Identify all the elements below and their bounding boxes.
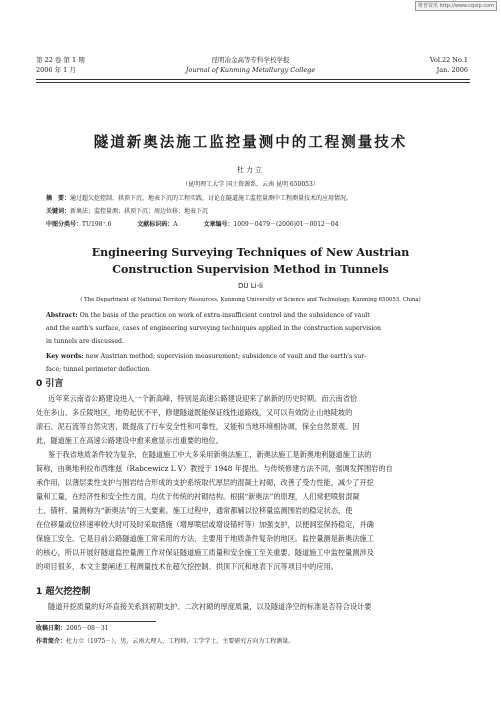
title-cn: 隧道新奥法施工监控量测中的工程测量技术	[93, 135, 408, 151]
paragraph-line: 此，隧道施工在高速公路建设中愈来愈显示出重要的地位。	[36, 436, 223, 445]
received-date	[36, 624, 109, 634]
volume-issue: 第 22 卷 第 1 期	[36, 56, 85, 64]
keywords-cn	[46, 207, 466, 217]
publication-date: 2006 年 1 月	[36, 66, 76, 74]
keywords-cn-label: 关键词：	[46, 208, 71, 215]
abstract-cn-label: 摘 要：	[46, 195, 71, 202]
title-en-line1: Engineering Surveying Techniques of New Austrian	[91, 246, 410, 259]
keywords-en-line2: face; tunnel perimeter deflection	[46, 366, 150, 373]
header-rule-thin	[36, 82, 470, 83]
article-number-label: 文章编号：	[203, 221, 234, 228]
paragraph-line: 保施工安全。它是目前公路隧道施工常采用的方法，主要用于地质条件复杂的地区。监控量测是新奥法施工	[36, 534, 374, 543]
clc-label: 中图分类号：	[46, 221, 83, 228]
abstract-en-line1: On the basis of the practice on work of extra-insufficient control and the subsidence of vault	[79, 312, 370, 319]
author-en: DU Li-li	[238, 282, 263, 290]
section-0-paragraph-1	[36, 392, 470, 448]
article-number-value: 1009－0479－(2006)01－0012－04	[233, 221, 339, 228]
classification-line	[46, 220, 466, 230]
keywords-en-label: Key words:	[46, 353, 84, 360]
abstract-en	[46, 309, 466, 348]
paragraph-line: 鉴于我省地质条件较为复杂，在隧道施工中大多采用新奥法施工，新奥法施工是新奥地利隧道施工法的	[48, 450, 372, 459]
section-1-heading: 1 超欠挖控制	[36, 587, 91, 597]
journal-name-cn: 昆明冶金高等专科学校学报	[211, 56, 290, 64]
clc-value: TU198⁺.6	[82, 221, 112, 228]
paragraph-line: 滚石、泥石流等自然灾害，既提高了行车安全性和可靠性，又能和当地环境相协调，保全自然景观。因	[36, 422, 360, 431]
volume-issue-en: Vol.22 No.1	[429, 56, 468, 64]
keywords-en	[46, 350, 466, 376]
abstract-en-line2: and the earth's surface, cases of engineering surveying techniques applied in the construction supervision	[46, 325, 381, 332]
paragraph-line: 近年来云南省公路建设进入一个新高峰，特别是高速公路建设迎来了崭新的历史时期。而云南省恰	[48, 394, 358, 403]
section-0-heading: 0 引言	[36, 379, 64, 389]
paragraph-line: 的项目很多，本文主要阐述工程测量技术在超欠挖控制、拱顶下沉和地表下沉等项目中的应用。	[36, 562, 338, 571]
keywords-cn-text: 新奥法；监控量测；拱顶下沉；周边位移；地表下沉	[70, 208, 209, 215]
abstract-cn-text: 通过超欠挖控制、拱顶下沉、地表下沉的工程实践，讨论在隧道施工监控量测中工程测量技术的应用情况。	[70, 195, 353, 202]
author-bio-text: 杜力立（1975－），男，云南大理人，工程师，工学学士，主要研究方向为工程测量。	[66, 638, 295, 645]
author-bio-label: 作者简介：	[36, 638, 67, 645]
received-label: 收稿日期：	[36, 625, 67, 632]
paragraph-line: 在位移量或位移速率较大时可及时采取措施（增厚喷层或增设锚杆等）加强支护，以便洞室保持稳定，并确	[36, 520, 374, 529]
received-value: 2005－08－31	[66, 625, 109, 632]
paragraph-line: 的核心，所以开展好隧道监控量测工作对保证隧道施工质量和安全施工至关重要。隧道施工中监控量测涉及	[36, 548, 374, 557]
paragraph-line: 土、锚杆、量测称为“新奥法”的三大要素。施工过程中，通常都辅以位移量监测围岩的稳定状态，使	[36, 506, 353, 515]
title-en-line2: Construction Supervision Method in Tunnels	[112, 263, 389, 276]
watermark: 维普资讯 http://www.cqvip.com	[415, 1, 497, 11]
affiliation-en: ( The Department of National Territory Resources, Kunming University of Science and Technology, Kunming 650053, China)	[80, 297, 421, 303]
doc-code-value: A	[173, 221, 178, 228]
keywords-en-line1: new Austrian method; supervision measurement; subsidence of vault and the earth's sur-	[85, 353, 367, 360]
section-0-paragraph-2	[36, 448, 470, 574]
author-bio	[36, 637, 294, 647]
abstract-en-label: Abstract:	[46, 312, 78, 319]
paragraph-line: 量和工量，在经济性和安全性方面，均优于传统的衬砌结构。根据“新奥法”的原理，人们常把喷射混凝	[36, 492, 360, 501]
section-1-paragraph-1: 隧道开挖质量的好坏直接关系到初期支护、二次衬砌的厚度质量，以及隧道净空的标准是否符合设计要	[48, 602, 372, 611]
doc-code-label: 文献标识码：	[137, 221, 174, 228]
paragraph-line: 承作用，以薄层柔性支护与围岩结合形成的支护系统取代厚层的混凝土衬砌，改善了受力性能，减少了开挖	[36, 478, 374, 487]
paragraph-line: 处在多山、多丘陵地区，地势起伏不平，修建隧道既能保证线性道路线，又可以有效防止山地陡坡的	[36, 408, 353, 417]
publication-date-en: Jan. 2006	[436, 66, 468, 74]
paragraph-line: 简称，由奥地利拉布西维兹（Rabcewicz L V）教授于 1948 年提出。与传统修建方法不同，强调发挥围岩的自	[36, 464, 393, 473]
abstract-cn	[46, 194, 466, 204]
author-cn: 杜力立	[237, 166, 264, 174]
journal-name-en: Journal of Kunming Metallurgy College	[185, 66, 316, 74]
footnote-rule	[36, 621, 156, 622]
affiliation-cn: （昆明理工大学 国土资源系，云南 昆明 650053）	[182, 181, 319, 188]
header-rule	[36, 79, 470, 80]
abstract-en-line3: in tunnels are discussed.	[46, 338, 124, 345]
